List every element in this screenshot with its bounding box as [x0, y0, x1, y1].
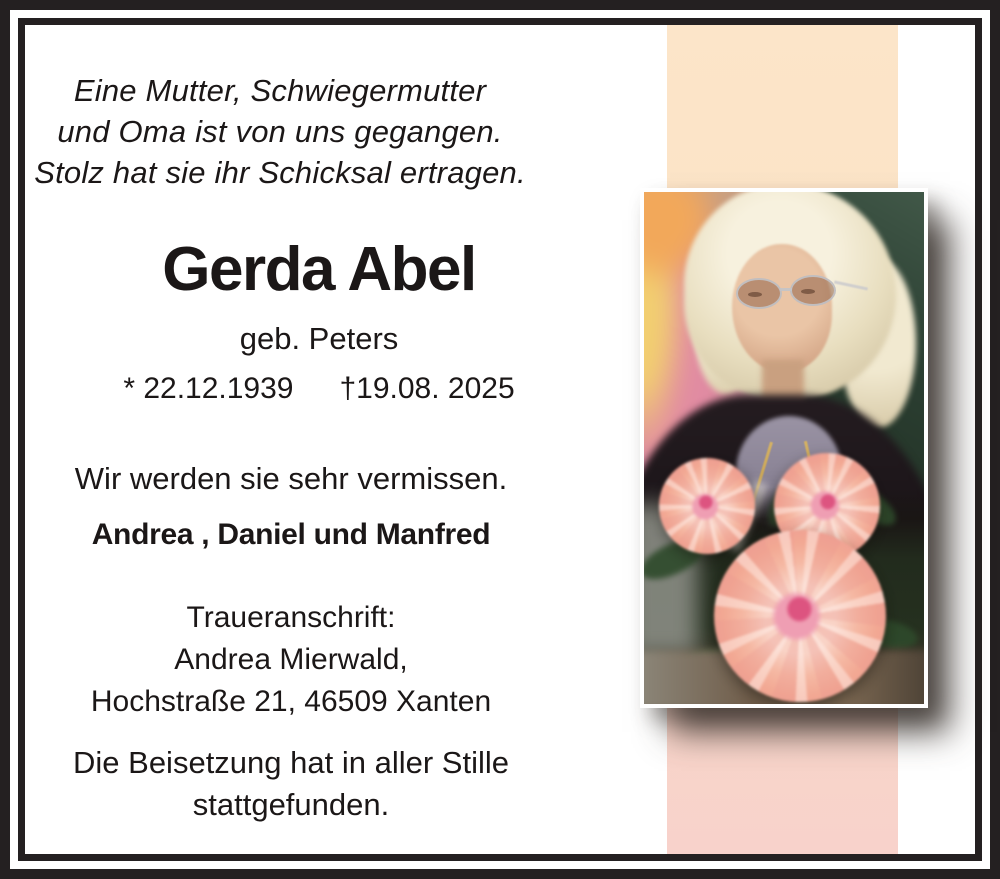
- family-names: Andrea , Daniel und Manfred: [91, 518, 491, 551]
- woman-face: [732, 244, 832, 372]
- address-heading: Traueranschrift:: [186, 601, 396, 634]
- birth-date: * 22.12.1939: [123, 372, 294, 405]
- burial-note: [26, 742, 556, 826]
- burial-note-line: stattgefunden.: [192, 787, 390, 822]
- glasses-right-lens: [790, 275, 836, 306]
- epigraph: [26, 70, 534, 193]
- address-line: Andrea Mierwald,: [174, 643, 408, 676]
- epigraph-line: Stolz hat sie ihr Schicksal ertragen.: [34, 155, 526, 190]
- life-dates: [26, 372, 612, 406]
- address-line: Hochstraße 21, 46509 Xanten: [90, 685, 492, 718]
- memorial-photo: [640, 188, 928, 708]
- death-date: †19.08. 2025: [339, 372, 515, 405]
- farewell-line: Wir werden sie sehr vermissen.: [74, 461, 508, 496]
- memorial-photo-image: [644, 192, 924, 704]
- deceased-name: Gerda Abel: [162, 235, 476, 304]
- glasses-bridge: [780, 288, 792, 291]
- epigraph-line: Eine Mutter, Schwiegermutter: [73, 73, 487, 108]
- maiden-name: geb. Peters: [239, 321, 399, 356]
- mourning-address: [26, 597, 556, 723]
- burial-note-line: Die Beisetzung hat in aller Stille: [73, 745, 509, 780]
- glasses-left-lens: [736, 278, 782, 309]
- epigraph-line: und Oma ist von uns gegangen.: [57, 114, 503, 149]
